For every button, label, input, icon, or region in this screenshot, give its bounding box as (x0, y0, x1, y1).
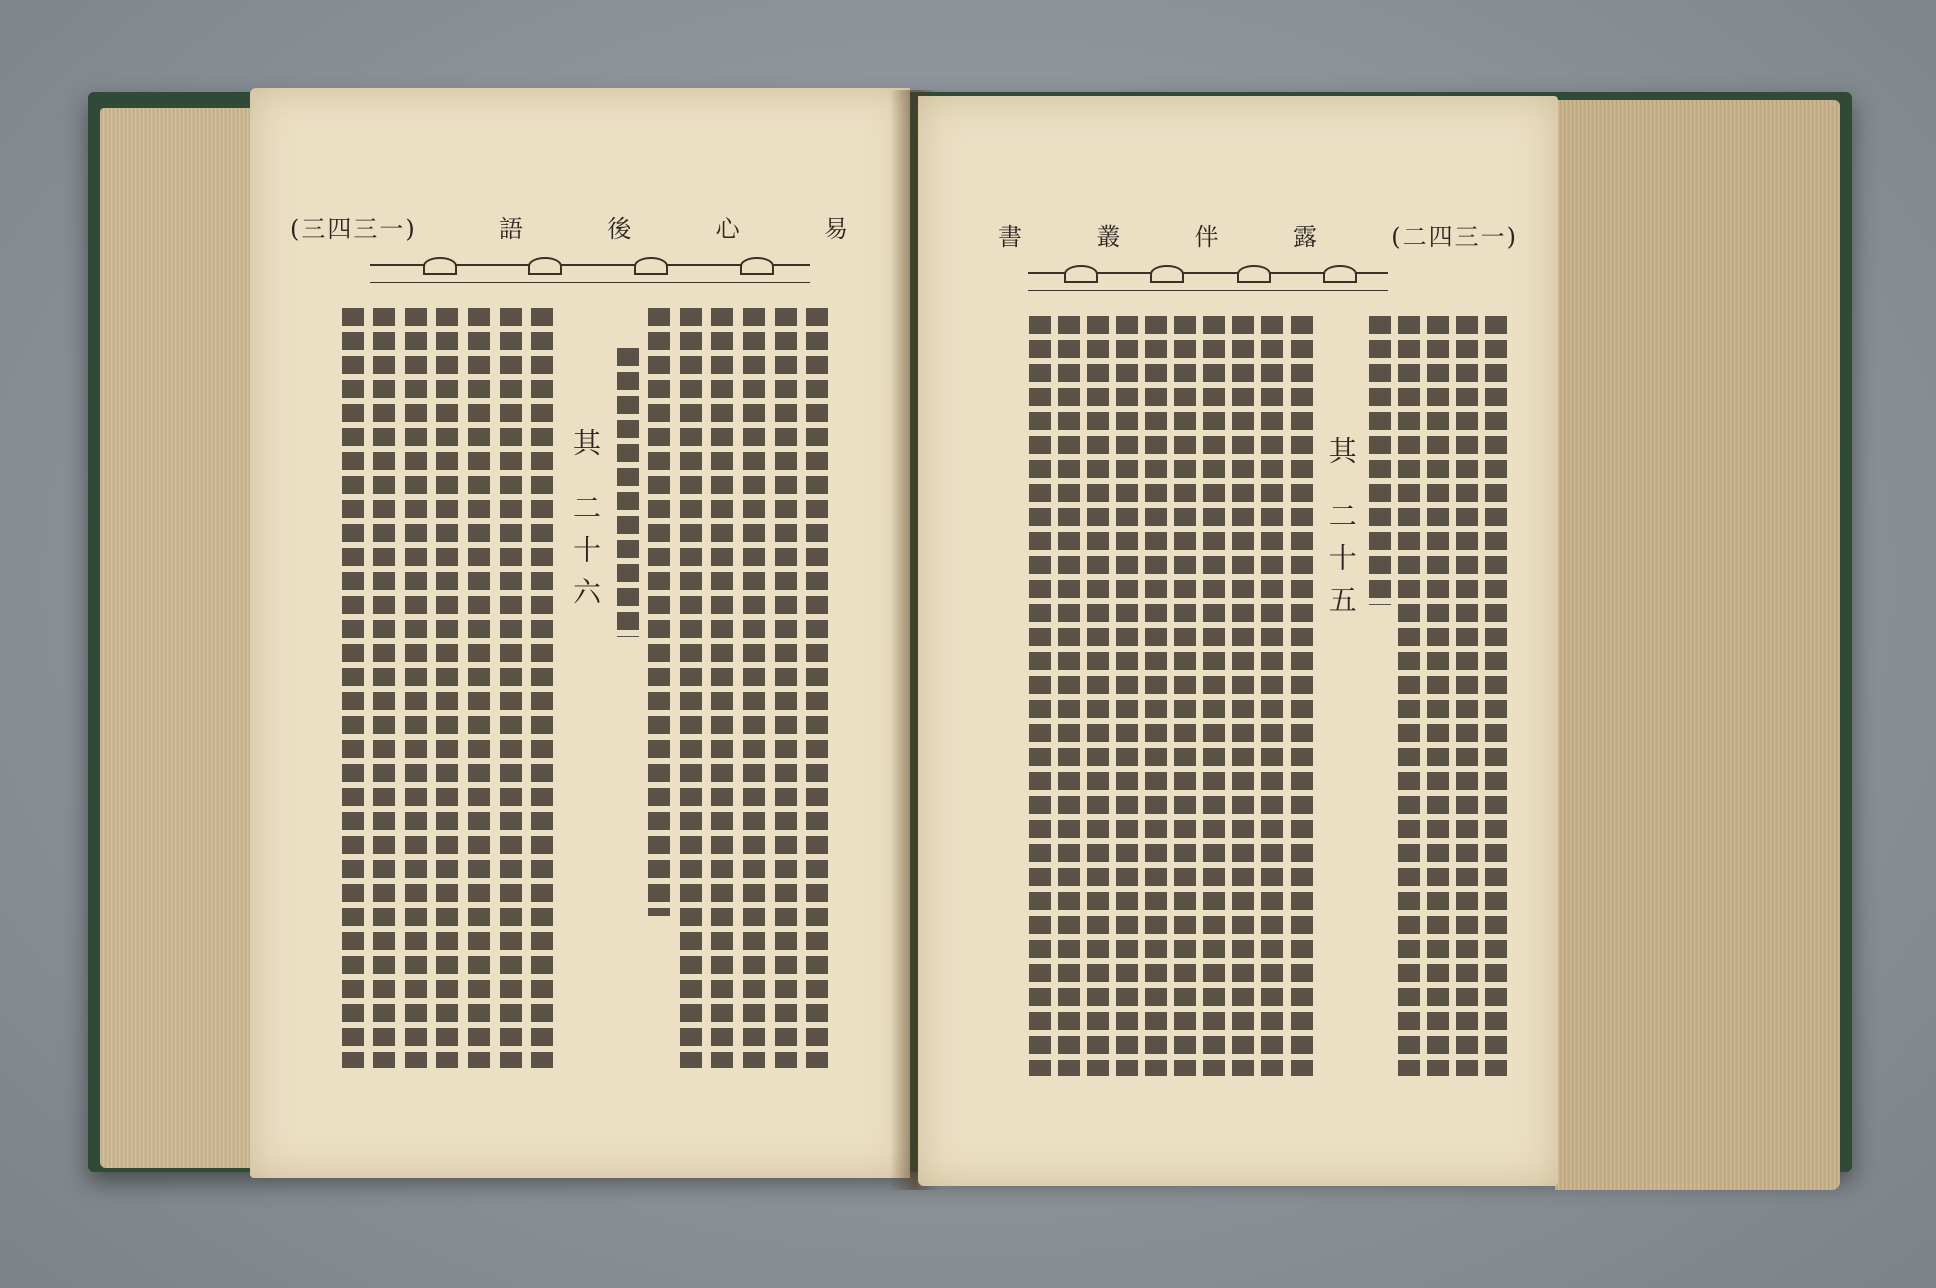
ornament-icon (528, 257, 562, 275)
text-column (1427, 316, 1450, 1076)
section-title-column (1319, 316, 1362, 1076)
section-title: 其 二十五 (1324, 436, 1358, 627)
ornament-icon (423, 257, 457, 275)
left-body (340, 308, 830, 1068)
section-title-column (561, 308, 609, 1068)
right-body (1028, 316, 1508, 1076)
text-column (773, 308, 799, 1068)
text-column (1261, 316, 1284, 1076)
ornament-icon (634, 257, 668, 275)
text-column (435, 308, 461, 1068)
text-column (1057, 316, 1080, 1076)
text-column (615, 308, 641, 1108)
section-title: 其 二十六 (568, 428, 602, 619)
text-column (498, 308, 524, 1068)
text-column (1174, 316, 1197, 1076)
text-column (647, 308, 673, 1068)
text-column (403, 308, 429, 1068)
ornament-icon (740, 257, 774, 275)
text-column (372, 308, 398, 1068)
text-column (340, 308, 366, 1068)
left-header-char: 易 (823, 214, 850, 243)
right-running-head (998, 206, 1518, 262)
text-column (710, 308, 736, 1068)
text-column (466, 308, 492, 1068)
ornament-icon (1323, 265, 1357, 283)
ornament-icon (1150, 265, 1184, 283)
text-column (1485, 316, 1508, 1076)
text-column (1115, 316, 1138, 1076)
right-header-char: 露 (1292, 222, 1319, 251)
left-header-char: 心 (715, 214, 742, 243)
left-running-head (290, 198, 850, 254)
text-column (1456, 316, 1479, 1076)
right-page-number: (二四三一) (1391, 222, 1518, 251)
text-column (804, 308, 830, 1068)
text-column (1398, 316, 1421, 1076)
right-header-char: 伴 (1194, 222, 1221, 251)
text-column (1368, 316, 1391, 1076)
text-column (1144, 316, 1167, 1076)
text-column (678, 308, 704, 1068)
text-column (1290, 316, 1313, 1076)
text-column (529, 308, 555, 1068)
left-header-char: 後 (607, 214, 634, 243)
text-column (1232, 316, 1255, 1076)
ornament-icon (1064, 265, 1098, 283)
text-column (1028, 316, 1051, 1076)
left-page (250, 88, 910, 1178)
text-column (1086, 316, 1109, 1076)
right-header-rule (1028, 272, 1388, 291)
left-page-number: (三四三一) (290, 214, 417, 243)
right-page-edges (1555, 100, 1840, 1190)
right-header-char: 叢 (1096, 222, 1123, 251)
left-header-char: 語 (499, 214, 526, 243)
right-page (918, 96, 1558, 1186)
text-column (1203, 316, 1226, 1076)
left-header-rule (370, 264, 810, 283)
right-header-char: 書 (998, 222, 1024, 251)
text-column (741, 308, 767, 1068)
ornament-icon (1237, 265, 1271, 283)
